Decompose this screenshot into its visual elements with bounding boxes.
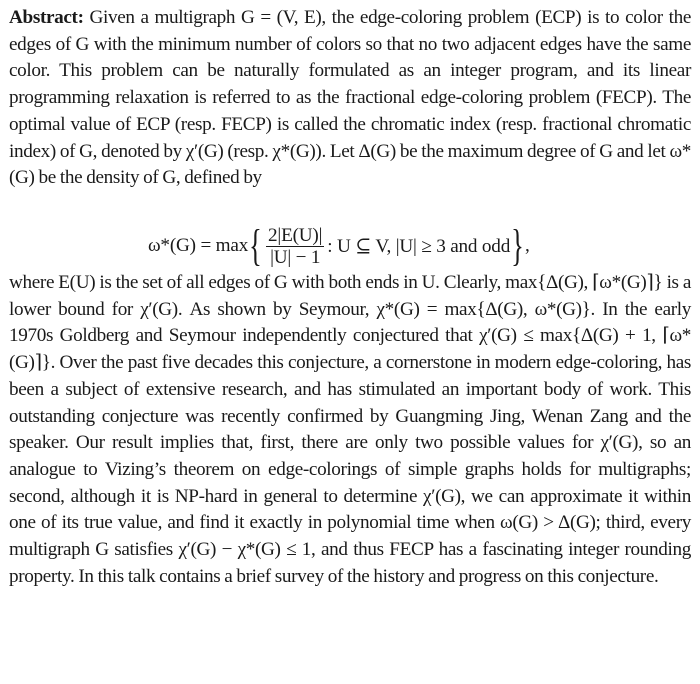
density-equation bbox=[0, 223, 700, 269]
fraction-denominator: |U| − 1 bbox=[270, 246, 321, 268]
equation-lhs: ω*(G) = max bbox=[148, 235, 249, 256]
equation-trail: , bbox=[525, 235, 530, 256]
equation-condition: : U ⊆ V, |U| ≥ 3 and odd bbox=[327, 236, 511, 257]
body-paragraph: where E(U) is the set of all edges of G with both ends in U. Clearly, max{Δ(G), ⌈ω*(G)⌉} is a lower bound for χ′(G). As shown by Seymour, χ*(G) = max{Δ(G), ω*(G)}. In the early 1970s Goldberg and Seymour independently conjectured that χ′(G) ≤ max{Δ(G) + 1, ⌈ω*(G)⌉}. Over the past five decades this conjecture, a cornerstone in modern edge-coloring, has been a subject of extensive research, and has stimulated an important body of work. This outstanding conjecture was recently confirmed by Guangming Jing, Wenan Zang and the speaker. Our result implies that, first, there are only two possible values for χ′(G), so an analogue to Vizing’s theorem on edge-colorings of simple graphs holds for multigraphs; second, although it is NP-hard in general to determine χ′(G), we can approximate it within one of its true value, and find it exactly in polynomial time when ω(G) > Δ(G); third, every multigraph G satisfies χ′(G) − χ*(G) ≤ 1, and thus FECP has a fascinating integer rounding property. In this talk contains a brief survey of the history and progress on this conjecture. bbox=[9, 272, 691, 587]
fraction-numerator: 2|E(U)| bbox=[268, 224, 323, 246]
abstract-heading: Abstract: bbox=[9, 7, 84, 28]
abstract-paragraph bbox=[9, 5, 691, 192]
abstract-text: Given a multigraph G = (V, E), the edge-coloring problem (ECP) is to color the edges of G with the minimum number of colors so that no two adjacent edges have the same color. This problem can be naturally formulated as an integer program, and its linear programming relaxation is referred to as the fractional edge-coloring problem (FECP). The optimal value of ECP (resp. FECP) is called the chromatic index (resp. fractional chromatic index) of G, denoted by χ′(G) (resp. χ*(G)). Let Δ(G) be the maximum degree of G and let ω*(G) be the density of G, defined by bbox=[9, 7, 692, 189]
equation-fraction bbox=[266, 225, 324, 268]
right-brace: } bbox=[511, 221, 524, 270]
left-brace: { bbox=[249, 221, 262, 270]
